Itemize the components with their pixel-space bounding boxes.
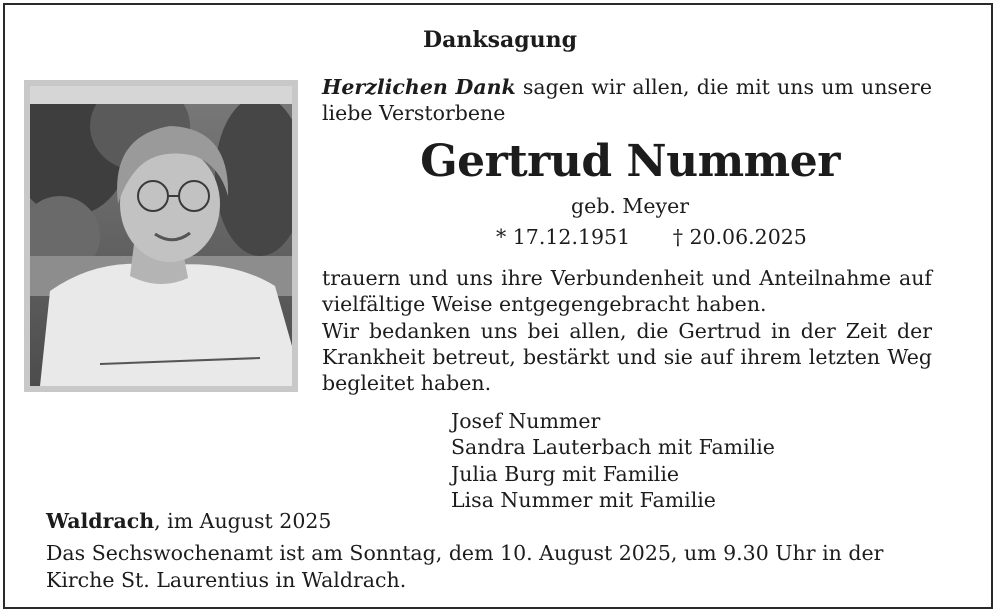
place-date (46, 509, 331, 533)
signer: Julia Burg mit Familie (451, 461, 680, 486)
intro-text (322, 74, 932, 126)
place: Waldrach (46, 509, 155, 533)
portrait-photo (24, 80, 298, 392)
intro-rest: sagen wir allen, die mit uns um unsere liebe Verstorbene (322, 75, 932, 125)
body-paragraph-2: Wir bedanken uns bei allen, die Gertrud in der Zeit der Krankheit betreut, bestärkt und sie auf ihrem letzten Weg begleitet haben. (322, 318, 932, 396)
birth-date: * 17.12.1951 (496, 225, 631, 249)
life-dates (496, 225, 807, 249)
signer: Sandra Lauterbach mit Familie (451, 435, 775, 460)
signer: Josef Nummer (451, 409, 601, 433)
service-note: Das Sechswochenamt ist am Sonntag, dem 10. August 2025, um 9.30 Uhr in der Kirche St. Laurentius in Waldrach. (46, 541, 884, 592)
intro-emphasis: Herzlichen Dank (322, 75, 516, 99)
born-name: geb. Meyer (570, 194, 690, 218)
notice-heading: Danksagung (423, 27, 577, 53)
thanks-body (322, 265, 932, 396)
date-text: , im August 2025 (154, 509, 332, 533)
signers-list (451, 408, 775, 513)
body-paragraph-1: trauern und uns ihre Verbundenheit und Anteilnahme auf vielfältige Weise entgegengebracht haben. (322, 266, 932, 317)
death-date: † 20.06.2025 (672, 225, 807, 249)
signer: Lisa Nummer mit Familie (451, 487, 716, 512)
deceased-name: Gertrud Nummer (420, 136, 840, 187)
